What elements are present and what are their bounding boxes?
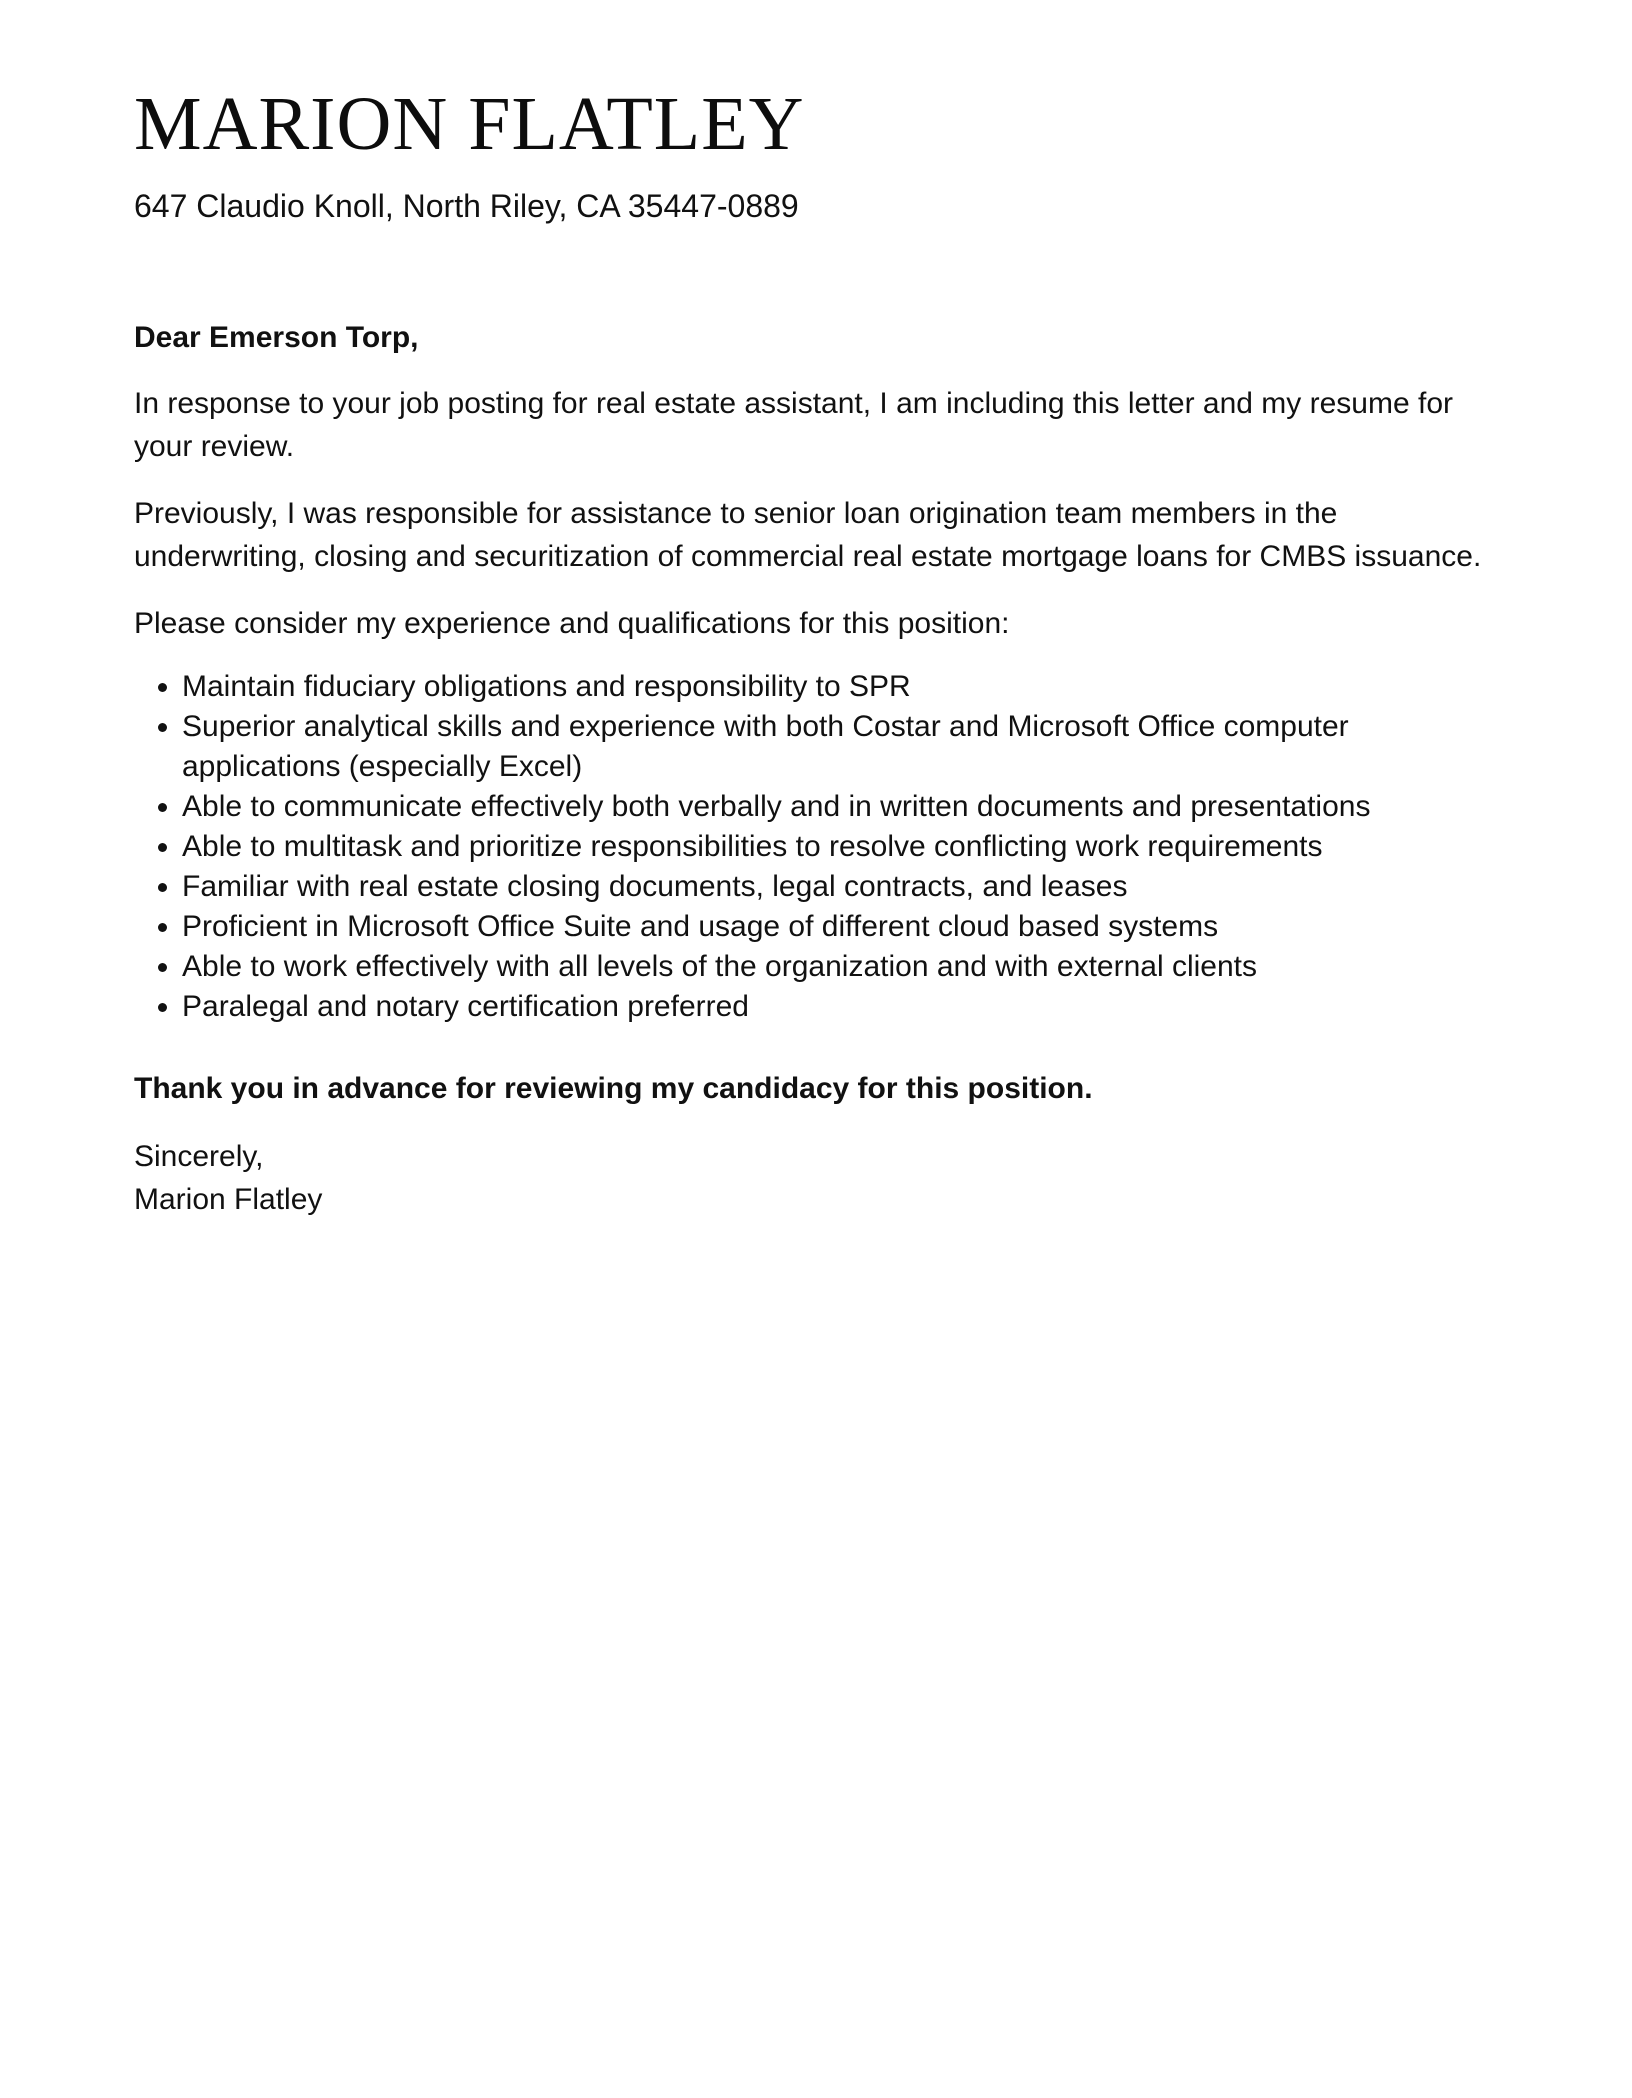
qualifications-list [134, 667, 1498, 1027]
list-item: • Able to multitask and prioritize responsibilities to resolve conflicting work requirements [182, 827, 1498, 867]
intro-paragraph: In response to your job posting for real estate assistant, I am including this letter and my resume for your review. [134, 387, 1453, 463]
list-item: • Familiar with real estate closing documents, legal contracts, and leases [182, 867, 1498, 907]
list-item: • Able to work effectively with all levels of the organization and with external clients [182, 947, 1498, 987]
list-item: • Maintain fiduciary obligations and responsibility to SPR [182, 667, 1498, 707]
list-item: • Proficient in Microsoft Office Suite and usage of different cloud based systems [182, 907, 1498, 947]
experience-paragraph: Previously, I was responsible for assistance to senior loan origination team members in the underwriting, closing and securitization of commercial real estate mortgage loans for CMBS issuance. [134, 497, 1482, 573]
applicant-address: 647 Claudio Knoll, North Riley, CA 35447-0889 [134, 188, 799, 224]
list-item: • Superior analytical skills and experience with both Costar and Microsoft Office computer applications (especially Excel) [182, 707, 1498, 787]
closing-line: Thank you in advance for reviewing my candidacy for this position. [134, 1072, 1093, 1105]
applicant-name: MARION FLATLEY [134, 82, 805, 166]
qualifications-intro: Please consider my experience and qualifications for this position: [134, 607, 1010, 640]
list-item: • Able to communicate effectively both verbally and in written documents and presentations [182, 787, 1498, 827]
signature-name: Marion Flatley [134, 1183, 323, 1216]
sign-off: Sincerely, [134, 1140, 264, 1173]
list-item: • Paralegal and notary certification preferred [182, 987, 1498, 1027]
sign-off-block [134, 1135, 1498, 1221]
salutation: Dear Emerson Torp, [134, 321, 419, 354]
cover-letter [134, 82, 1498, 1221]
